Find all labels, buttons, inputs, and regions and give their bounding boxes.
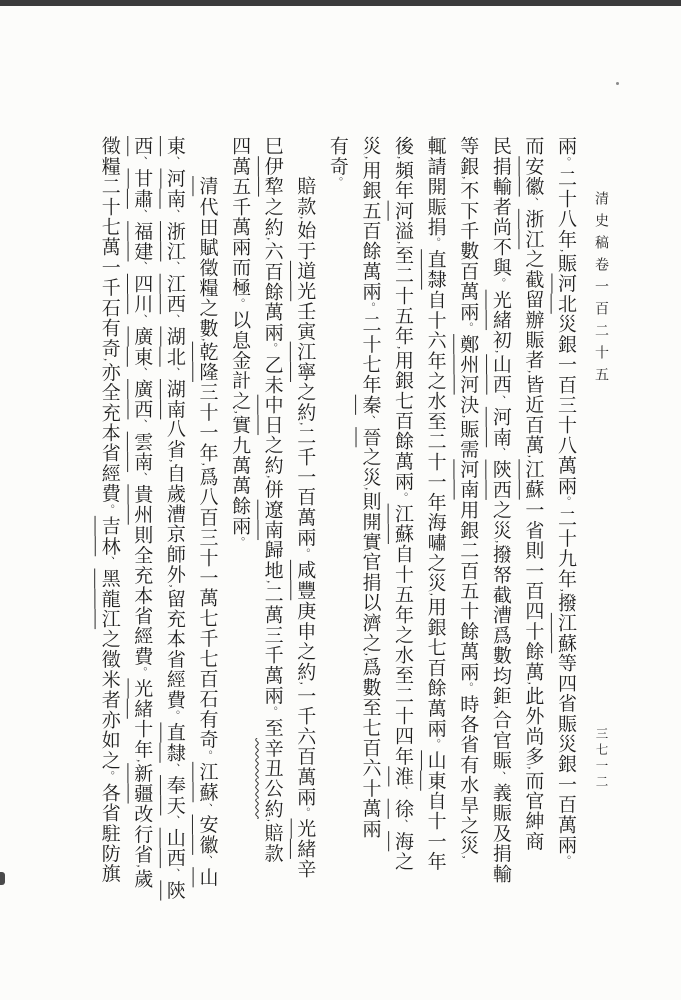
text-run: 初, — [489, 330, 511, 355]
text-run — [164, 815, 185, 827]
proper-noun-term: 陝 — [163, 880, 185, 901]
text-run: 賠款,始于 — [294, 176, 316, 262]
text-run — [392, 786, 413, 798]
proper-noun-term: 河南 — [163, 168, 185, 209]
punctuation: 。 — [102, 503, 115, 516]
punctuation: , — [167, 585, 180, 589]
scan-speck — [616, 82, 619, 85]
text-run: 自十五年之水至二十四年 — [392, 544, 414, 767]
punctuation: , — [298, 422, 311, 427]
proper-noun-term: 山 — [196, 867, 218, 888]
punctuation: , — [461, 855, 474, 860]
text-run: 之約,併 — [261, 435, 283, 500]
text-run: 三十一年,爲八百三十一萬七千七百石有奇。 — [196, 382, 218, 763]
punctuation: 、 — [102, 556, 115, 569]
punctuation: 、 — [526, 196, 539, 209]
proper-noun-term: 清 — [196, 176, 218, 197]
punctuation: 。 — [265, 705, 278, 718]
proper-noun-term: 山西 — [163, 827, 185, 869]
punctuation: , — [298, 681, 311, 686]
text-run: 之災,則開實官捐以濟之,爲數至七百六十萬兩 — [359, 447, 381, 840]
punctuation: 。 — [428, 738, 441, 751]
proper-noun-term: 秦 — [359, 394, 381, 415]
text-run — [392, 819, 413, 831]
proper-noun-term: 陝西 — [489, 459, 511, 500]
punctuation: , — [526, 681, 539, 686]
proper-noun-term: 奉天 — [163, 775, 185, 816]
punctuation: 。 — [559, 156, 571, 169]
proper-noun-term: 雲南 — [131, 431, 153, 473]
punctuation: 、 — [135, 156, 148, 169]
proper-noun-term: 江寧 — [294, 341, 316, 383]
proper-noun-term: 吉林 — [98, 515, 120, 557]
text-run — [196, 803, 217, 815]
punctuation: 、 — [363, 414, 376, 428]
punctuation: 。 — [363, 301, 376, 314]
text-column — [288, 136, 321, 936]
text-column — [516, 136, 549, 936]
proper-noun-term: 新疆 — [131, 763, 153, 804]
text-run — [164, 868, 185, 880]
punctuation: 。 — [265, 342, 278, 355]
proper-noun-term: 光緒 — [131, 678, 153, 719]
proper-noun-term: 江西 — [163, 273, 185, 315]
running-title: 清史稿卷一百二十五 — [593, 191, 608, 389]
punctuation: 、 — [135, 208, 148, 222]
text-run — [164, 367, 185, 379]
text-run — [164, 209, 185, 221]
text-run: 之約,六百餘萬兩。乙未 — [261, 196, 283, 395]
punctuation: 、 — [167, 868, 180, 881]
text-run: 等四省賑災銀一百萬兩。 — [555, 653, 576, 868]
punctuation: , — [265, 580, 278, 585]
text-run: 之災,撥帑截漕爲數均鉅,合官賑、義賑及捐輸 — [489, 499, 511, 884]
punctuation: , — [135, 759, 148, 764]
scan-edge-artifact-top — [0, 0, 681, 6]
text-column — [483, 136, 516, 936]
punctuation: , — [559, 588, 571, 593]
punctuation: , — [493, 350, 506, 355]
proper-noun-term: 淮 — [392, 766, 414, 787]
punctuation: 、 — [167, 208, 180, 222]
proper-noun-term: 廣東 — [131, 326, 153, 367]
text-run: 歸地,二萬三千萬兩。至 — [261, 540, 283, 739]
text-column — [418, 136, 451, 936]
proper-noun-term: 乾隆 — [196, 341, 218, 383]
punctuation: 、 — [167, 314, 180, 327]
punctuation: 。 — [493, 277, 506, 290]
proper-noun-term: 晉 — [359, 427, 381, 448]
punctuation: , — [265, 237, 278, 241]
proper-noun-term: 河北 — [555, 273, 576, 314]
proper-noun-term: 安徽 — [522, 156, 544, 197]
punctuation: 、 — [493, 770, 506, 783]
punctuation: 。 — [200, 750, 213, 763]
text-run: 之徵米者亦如之。各省駐防旗 — [98, 629, 120, 884]
punctuation: 、 — [135, 366, 148, 379]
punctuation: 。 — [461, 681, 474, 694]
proper-noun-term: 江蘇 — [196, 762, 218, 803]
proper-noun-term: 西 — [131, 136, 153, 157]
text-run: 壬寅 — [294, 301, 316, 342]
punctuation: 、 — [167, 261, 180, 274]
proper-noun-term: 安徽 — [196, 814, 218, 856]
text-block — [92, 136, 581, 936]
punctuation: 。 — [428, 237, 441, 250]
text-run: 決,賑需 — [457, 394, 479, 460]
proper-noun-term: 浙江 — [522, 208, 544, 250]
text-run: 災,用銀五百餘萬兩。二十七年 — [359, 136, 381, 395]
proper-noun-term: 甘肅 — [131, 168, 153, 209]
text-run: 兩。二十八年,賑 — [555, 136, 576, 274]
proper-noun-term: 咸豐 — [294, 560, 316, 601]
proper-noun-term: 直隸 — [424, 249, 446, 290]
text-column — [157, 136, 190, 936]
proper-noun-term: 四川 — [131, 273, 153, 315]
text-column — [92, 136, 125, 936]
punctuation: 、 — [396, 786, 409, 799]
proper-noun-term: 河南 — [489, 406, 511, 448]
punctuation: 。 — [233, 536, 246, 549]
punctuation: , — [559, 249, 571, 254]
text-run: 則全充本省經費。 — [131, 524, 153, 679]
punctuation: , — [363, 653, 376, 658]
text-run — [131, 314, 152, 326]
proper-noun-term: 遼南 — [261, 499, 283, 541]
punctuation: 、 — [167, 366, 180, 379]
punctuation: , — [396, 240, 409, 245]
proper-noun-term: 江蘇 — [555, 612, 576, 654]
text-run: 溢,至二十五年,用銀七百餘萬兩。 — [392, 220, 414, 504]
proper-noun-term: 光緒 — [294, 818, 316, 860]
proper-noun-term: 鄭州河 — [457, 334, 479, 395]
text-run: 用銀二百五十餘萬兩。時各省有水旱之災, — [457, 499, 479, 860]
text-run: 之約,二千一百萬兩。 — [294, 382, 316, 561]
text-run: 災銀一百三十八萬兩。二十九年,撥 — [555, 313, 576, 613]
punctuation: 。 — [233, 297, 246, 310]
punctuation: 、 — [167, 156, 180, 169]
proper-noun-term: 黑龍江 — [98, 568, 120, 630]
text-column — [222, 136, 255, 936]
text-run: 後,頻年 — [392, 136, 414, 201]
proper-noun-term: 徐 — [392, 798, 414, 819]
punctuation: , — [200, 338, 213, 342]
punctuation: 。 — [298, 547, 311, 561]
punctuation: , — [461, 176, 474, 181]
text-column — [451, 136, 484, 936]
punctuation: 。 — [135, 666, 148, 679]
text-run — [359, 415, 380, 427]
text-run: 等銀,不下千數百萬兩。 — [457, 136, 479, 335]
punctuation: 。 — [559, 495, 571, 508]
text-run: 之截留辦賑者,皆近百萬, — [522, 249, 544, 460]
text-run: 有奇。 — [326, 136, 348, 189]
text-run — [522, 197, 543, 209]
proper-noun-term: 江蘇 — [522, 459, 544, 500]
punctuation: 、 — [167, 762, 180, 776]
punctuation: , — [526, 455, 539, 460]
punctuation: 。 — [461, 321, 474, 335]
scan-edge-artifact-left — [0, 872, 5, 885]
punctuation: 。 — [559, 855, 571, 868]
punctuation: , — [526, 370, 539, 375]
text-run: 巳 — [261, 136, 283, 157]
punctuation: 、 — [135, 472, 148, 485]
punctuation: 、 — [493, 447, 506, 460]
text-run: 輒請開賑捐。 — [424, 136, 446, 250]
text-run: ,賠款 — [261, 818, 283, 864]
proper-noun-term: 中日 — [261, 394, 283, 436]
punctuation: , — [200, 463, 213, 468]
text-run: 庚申之約,一千六百萬兩。 — [294, 600, 316, 819]
proper-noun-term: 河 — [392, 200, 414, 221]
punctuation: 、 — [167, 815, 180, 828]
text-column — [255, 136, 288, 936]
text-run — [131, 419, 152, 431]
text-run — [164, 314, 185, 326]
text-column — [548, 136, 581, 936]
text-run — [131, 209, 152, 221]
punctuation: , — [363, 156, 376, 161]
text-run: 民捐輸者尚不與。 — [489, 136, 511, 290]
text-run: 自十一年 — [424, 790, 446, 872]
text-run — [164, 156, 185, 168]
punctuation: , — [493, 705, 506, 710]
punctuation: , — [265, 818, 278, 823]
text-run — [490, 395, 511, 407]
proper-noun-term: 光緒 — [489, 289, 511, 331]
punctuation: , — [526, 766, 539, 771]
text-run: 而 — [522, 136, 544, 157]
text-run: 徵糧二十七萬一千石有奇,亦全充本省經費。 — [98, 136, 120, 516]
punctuation: 。 — [102, 770, 115, 783]
punctuation: 。 — [330, 176, 343, 189]
book-title-term: 辛丑公約 — [261, 738, 283, 819]
text-run — [131, 472, 152, 484]
text-run: 之 — [392, 851, 414, 872]
punctuation: 。 — [396, 491, 409, 504]
punctuation: , — [363, 487, 376, 492]
punctuation: , — [135, 864, 148, 869]
punctuation: , — [461, 414, 474, 419]
text-run — [131, 367, 152, 379]
proper-noun-term: 浙江 — [163, 221, 185, 262]
text-column — [353, 136, 386, 936]
punctuation: 、 — [200, 802, 213, 815]
punctuation: , — [493, 540, 506, 545]
text-run — [164, 261, 185, 273]
proper-noun-term: 貴州 — [131, 484, 153, 525]
punctuation: 、 — [135, 261, 148, 274]
punctuation: 、 — [135, 314, 148, 327]
punctuation: , — [102, 358, 115, 363]
proper-noun-term: 河南 — [457, 459, 479, 500]
text-run: 改行省,歲 — [131, 803, 153, 889]
text-run — [131, 156, 152, 168]
proper-noun-term: 道光 — [294, 261, 316, 302]
proper-noun-term: 伊犂 — [261, 156, 283, 197]
punctuation: 。 — [298, 806, 311, 819]
proper-noun-term: 湖北 — [163, 326, 185, 367]
text-run — [196, 855, 217, 867]
proper-noun-term: 直隸 — [163, 722, 185, 763]
proper-noun-term: 山西 — [489, 354, 511, 395]
text-run — [99, 556, 120, 568]
punctuation: 。 — [167, 710, 180, 723]
folio-number: 三七一二 — [594, 727, 608, 791]
text-run: 四萬五千萬兩而極。以息金計之,實九萬萬餘兩。 — [229, 136, 251, 549]
text-run: 八省,自歲漕京師外,留充本省經費。 — [163, 419, 185, 723]
proper-noun-term: 東 — [163, 136, 185, 157]
proper-noun-term: 湖南 — [163, 379, 185, 420]
punctuation: 、 — [200, 855, 213, 868]
punctuation: 、 — [135, 419, 148, 432]
proper-noun-term: 廣西 — [131, 379, 153, 420]
text-column — [320, 136, 353, 936]
text-run: 十年, — [131, 718, 153, 764]
text-run: 自十六年之水至二十一年海嘯之災,用銀七百餘萬兩。 — [424, 289, 446, 751]
punctuation: , — [167, 459, 180, 464]
proper-noun-term: 江蘇 — [392, 503, 414, 544]
punctuation: 、 — [493, 394, 506, 407]
text-run: 代田賦徵糧之數, — [196, 196, 218, 342]
proper-noun-term: 海 — [392, 831, 414, 852]
text-run — [131, 261, 152, 273]
text-run — [490, 447, 511, 459]
text-column — [385, 136, 418, 936]
proper-noun-term: 福建 — [131, 221, 153, 262]
text-run: 辛 — [294, 859, 316, 880]
punctuation: 、 — [396, 818, 409, 832]
punctuation: , — [396, 156, 409, 161]
punctuation: , — [396, 345, 409, 350]
punctuation: , — [428, 592, 441, 597]
punctuation: , — [233, 410, 246, 415]
punctuation: , — [298, 216, 311, 221]
text-run: 一省則一百四十餘萬,此外尚多,而官紳商 — [522, 499, 544, 852]
punctuation: , — [265, 475, 278, 480]
proper-noun-term: 山東 — [424, 750, 446, 791]
text-column — [190, 136, 223, 936]
text-column — [125, 136, 158, 936]
text-run — [164, 763, 185, 775]
